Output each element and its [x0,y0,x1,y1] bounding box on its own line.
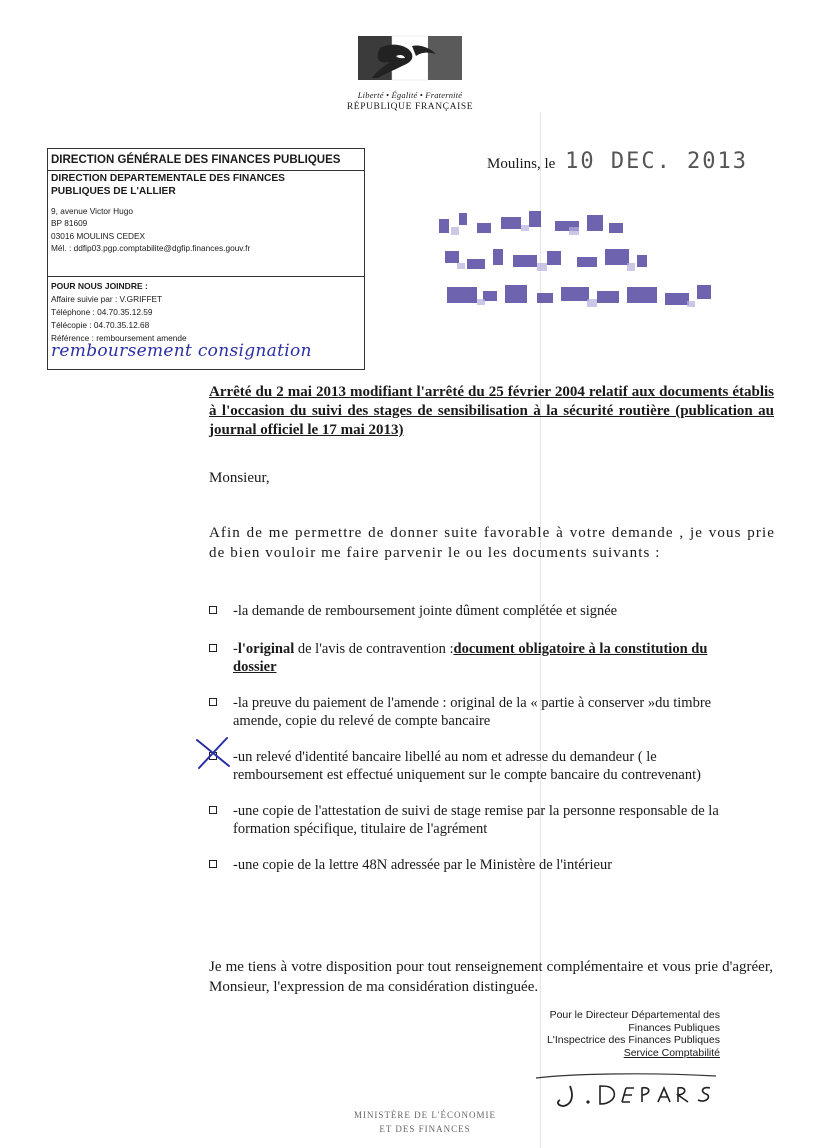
sender-box [47,148,365,370]
republique-logo [340,34,480,112]
item-bold-text: l'original [237,641,295,657]
date-place: Moulins, le [487,156,556,172]
signature-line: L'Inspectrice des Finances Publiques [546,1034,720,1047]
intro-paragraph: Afin de me permettre de donner suite favorable à votre demande , je vous prie de bien vouloir me faire parvenir le ou les documents suivants : [209,525,775,561]
checklist-item-text [233,640,749,676]
checklist-item [209,640,749,676]
address-line: BP 81609 [51,218,88,229]
handwritten-signature [530,1060,730,1116]
checklist-item [209,856,749,874]
checklist-item [209,694,749,730]
handwritten-cross-icon [193,736,233,770]
checklist-item [209,602,749,620]
republic-name: RÉPUBLIQUE FRANÇAISE [346,102,474,112]
contact-block [48,277,364,361]
checkbox-icon [209,606,217,614]
item-prefix: - [233,641,238,657]
checklist-item-checked [209,748,749,784]
greeting: Monsieur, [209,470,270,486]
checklist-item [209,802,749,838]
letter-date [487,149,748,174]
checkbox-icon [209,806,217,814]
divider [48,170,364,171]
signature-line: Pour le Directeur Départemental des [549,1009,720,1021]
checkbox-icon [209,698,217,706]
redacted-recipient-address [437,203,727,323]
signature-block [520,1009,720,1059]
letter-subject: Arrêté du 2 mai 2013 modifiant l'arrêté du 25 février 2004 relatif aux documents établis à l'occasion du suivi des stages de sensibilisation à la sécurité routière (publication au journal officiel le 17 mai 2013) [209,384,774,438]
contact-line: Téléphone : 04.70.35.12.59 [51,307,153,317]
address-line: 03016 MOULINS CEDEX [51,230,146,241]
address-line: 9, avenue Victor Hugo [51,206,133,216]
checkbox-icon [209,860,217,868]
sender-address [51,205,361,255]
dgfip-title: DIRECTION GÉNÉRALE DES FINANCES PUBLIQUES [51,154,341,166]
checkbox-icon [209,644,217,652]
handwritten-note: remboursement consignation [51,341,312,361]
ddfip-title-line1: DIRECTION DEPARTEMENTALE DES FINANCES [51,173,285,184]
checklist-item-text: -un relevé d'identité bancaire libellé au nom et adresse du demandeur ( le remboursement est effectué uniquement sur le compte bancaire du contrevenant) [233,749,701,783]
date-stamp: 10 DEC. 2013 [565,149,749,174]
signature-line: Finances Publiques [628,1021,720,1034]
item-text: de l'avis de contravention : [294,641,454,657]
checklist-item-text: -une copie de l'attestation de suivi de stage remise par la personne responsable de la formation spécifique, titulaire de l'agrément [233,803,719,837]
signature-line: Service Comptabilité [623,1046,720,1059]
email-line: Mél. : ddfip03.pgp.comptabilite@dgfip.finances.gouv.fr [51,243,251,254]
checklist-item-text: -la preuve du paiement de l'amende : original de la « partie à conserver »du timbre amende, copie du relevé de compte bancaire [233,695,712,729]
closing-paragraph: Je me tiens à votre disposition pour tout renseignement complémentaire et vous prie d'agréer, Monsieur, l'expression de ma considération distinguée. [209,959,773,995]
item-underlined-text: document obligatoire à la constitution du dossier [233,641,708,675]
checklist-item-text: -une copie de la lettre 48N adressée par le Ministère de l'intérieur [233,857,613,873]
checklist-item-text: -la demande de remboursement jointe dûment complétée et signée [233,603,618,619]
sender-identity [48,149,364,277]
footer-ministry [330,1108,520,1136]
contact-line: Télécopie : 04.70.35.12.68 [51,320,150,330]
footer-line: MINISTÈRE DE L'ÉCONOMIE [353,1110,497,1120]
republic-motto: Liberté • Égalité • Fraternité [357,90,463,100]
contact-line: Affaire suivie par : V.GRIFFET [51,294,163,304]
contact-line: Référence : remboursement amende [51,333,187,343]
contact-heading: POUR NOUS JOINDRE : [51,281,148,291]
footer-line: ET DES FINANCES [379,1124,471,1134]
ddfip-title-line2: PUBLIQUES DE L'ALLIER [51,185,176,197]
marianne-icon [350,34,470,82]
